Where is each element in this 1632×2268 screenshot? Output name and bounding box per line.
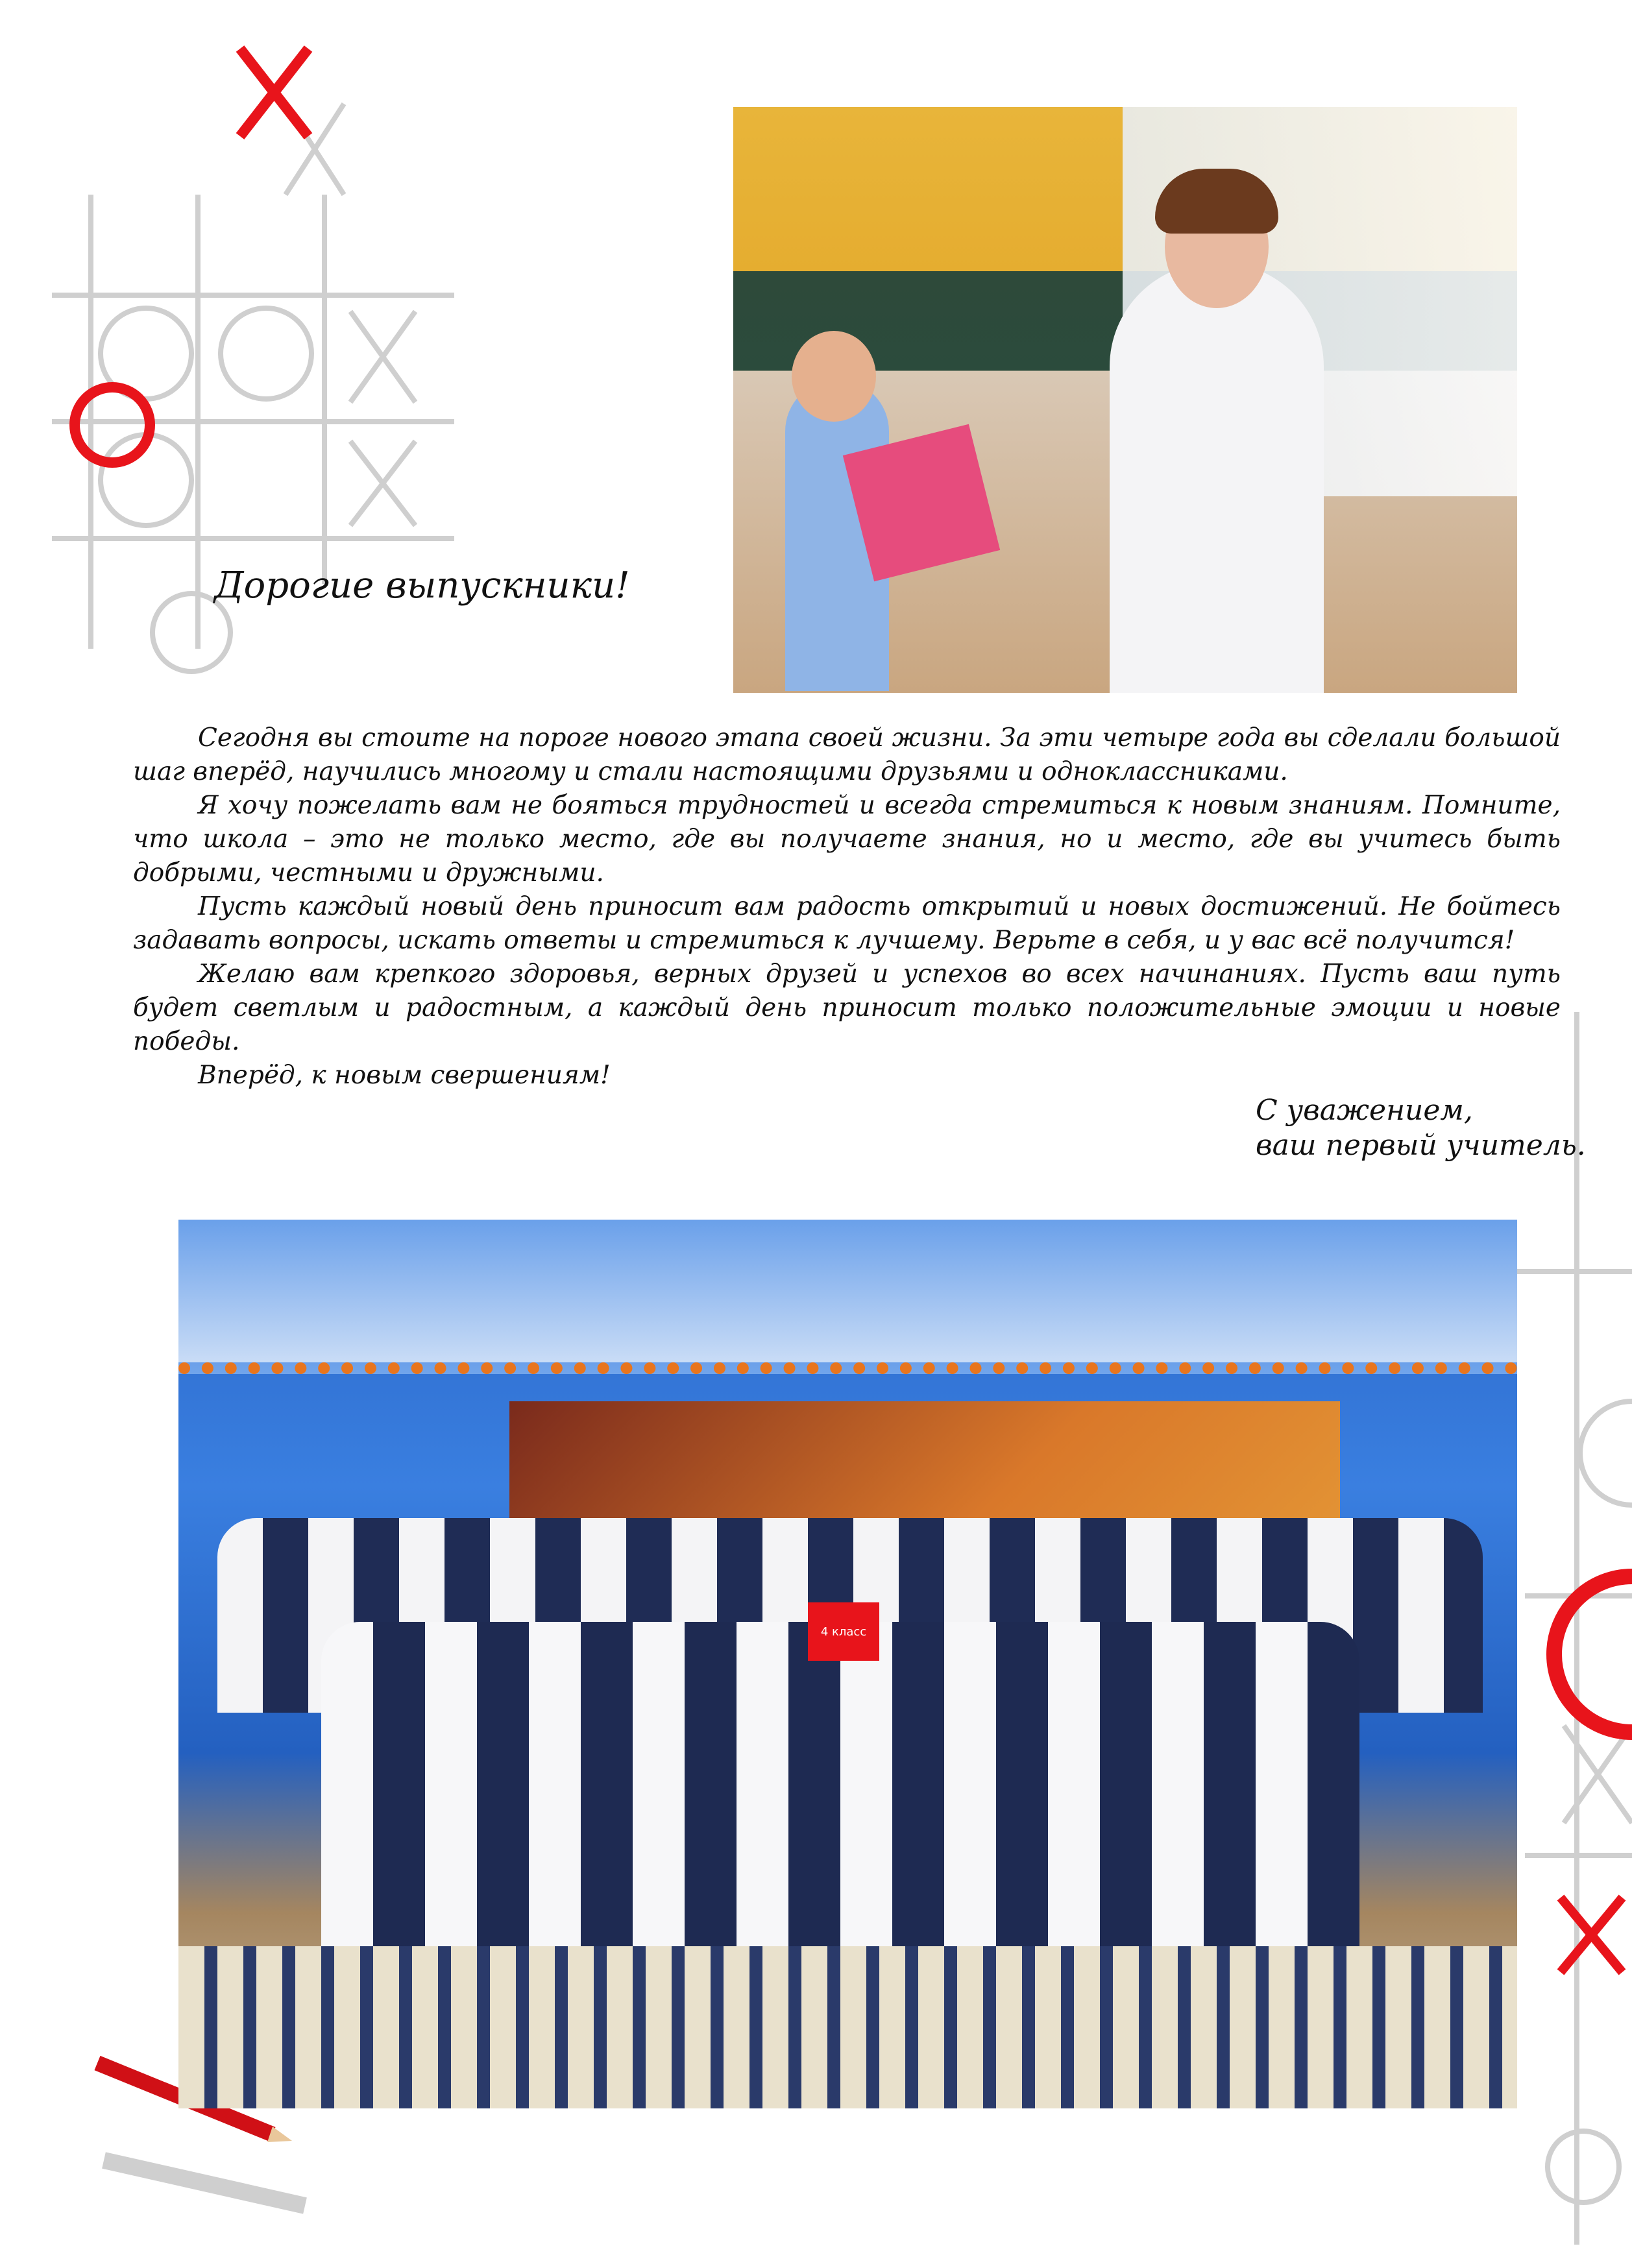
red-x-icon xyxy=(240,49,308,136)
teacher-classroom-photo xyxy=(733,107,1517,693)
paragraph: Сегодня вы стоите на пороге нового этапа своей жизни. За эти четыре года вы сделали большой шаг вперёд, научились многому и стали настоящими друзьями и одноклассниками. xyxy=(133,723,1561,786)
letter-body xyxy=(133,721,1561,1092)
red-x-icon xyxy=(1561,1898,1622,1972)
class-group-photo xyxy=(178,1220,1517,2108)
signature-line: ваш первый учитель. xyxy=(1256,1129,1586,1162)
red-o-icon xyxy=(1554,1576,1632,1732)
greeting-heading: Дорогие выпускники! xyxy=(214,564,630,607)
class-badge-label: 4 класс xyxy=(820,1624,867,1639)
paragraph: Пусть каждый новый день приносит вам радость открытий и новых достижений. Не бойтесь задавать вопросы, искать ответы и стремиться к лучшему. Верьте в себя, и у вас всё получится! xyxy=(133,892,1561,955)
paragraph: Я хочу пожелать вам не бояться трудностей и всегда стремиться к новым знаниям. Помните, что школа – это не только место, где вы получаете знания, но и место, где вы учитесь быть добрыми, честными и дружными. xyxy=(133,791,1561,887)
class-badge xyxy=(808,1602,879,1661)
paragraph: Вперёд, к новым свершениям! xyxy=(198,1061,611,1090)
paragraph: Желаю вам крепкого здоровья, верных друзей и успехов во всех начинаниях. Пусть ваш путь будет светлым и радостным, а каждый день приносит только положительные эмоции и новые победы. xyxy=(133,959,1561,1056)
signature-line: С уважением, xyxy=(1256,1094,1473,1127)
right-decoration xyxy=(1512,1012,1632,2245)
signature xyxy=(1256,1093,1586,1163)
